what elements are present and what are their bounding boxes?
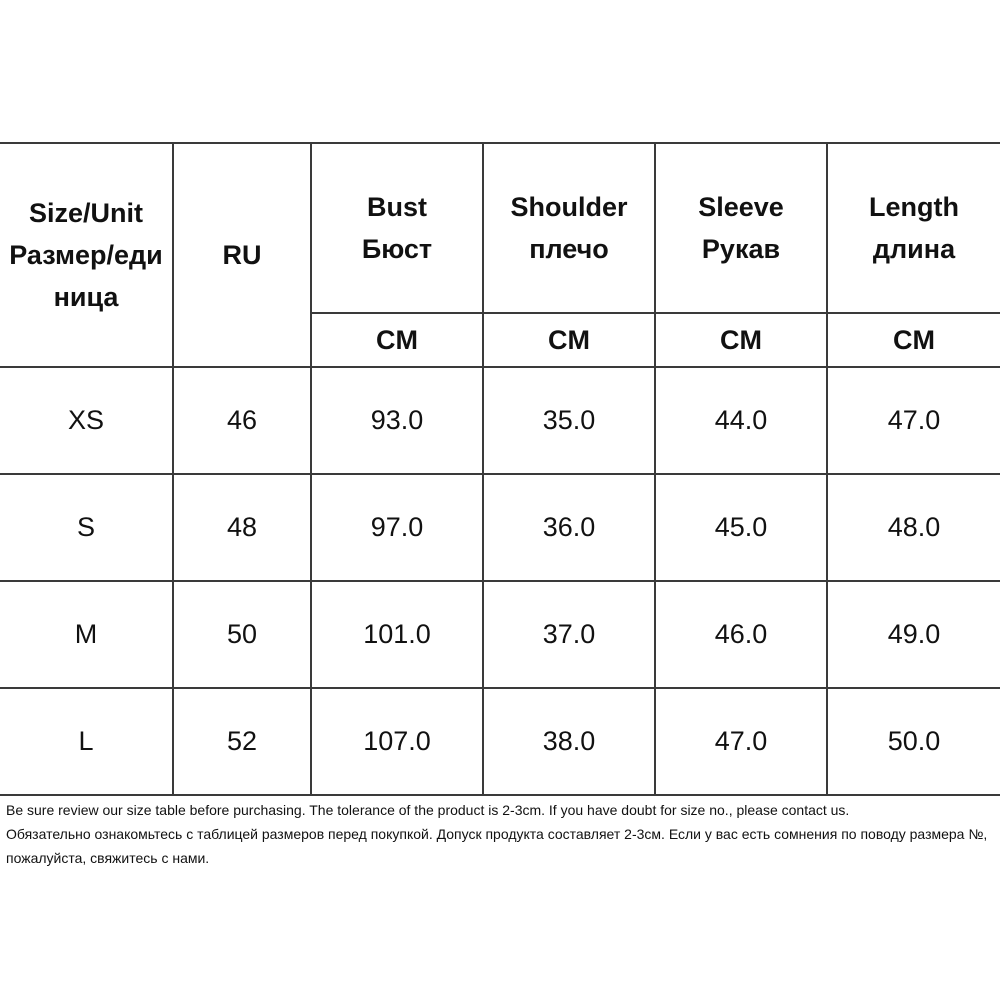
- cell-ru: 52: [173, 688, 311, 795]
- header-bust: [311, 143, 483, 313]
- cell-sleeve: 44.0: [655, 367, 827, 474]
- header-length-en: Length: [869, 192, 959, 222]
- header-size-unit-ru-1: Размер/еди: [9, 240, 163, 270]
- header-bust-en: Bust: [367, 192, 427, 222]
- header-row: [0, 143, 1000, 313]
- cell-bust: 101.0: [311, 581, 483, 688]
- cell-shoulder: 37.0: [483, 581, 655, 688]
- cell-length: 49.0: [827, 581, 1000, 688]
- size-table: [0, 142, 1000, 796]
- cell-length: 50.0: [827, 688, 1000, 795]
- header-shoulder: [483, 143, 655, 313]
- cell-sleeve: 46.0: [655, 581, 827, 688]
- unit-bust: CM: [311, 313, 483, 367]
- header-sleeve-en: Sleeve: [698, 192, 784, 222]
- cell-length: 48.0: [827, 474, 1000, 581]
- cell-bust: 93.0: [311, 367, 483, 474]
- header-sleeve-ru: Рукав: [701, 234, 781, 264]
- header-bust-ru: Бюст: [361, 234, 433, 264]
- header-size-unit-ru-2: ница: [53, 282, 119, 312]
- header-shoulder-en: Shoulder: [510, 192, 628, 222]
- table-row: [0, 474, 1000, 581]
- cell-sleeve: 47.0: [655, 688, 827, 795]
- cell-size: L: [0, 688, 173, 795]
- cell-length: 47.0: [827, 367, 1000, 474]
- table-row: [0, 367, 1000, 474]
- header-sleeve: [655, 143, 827, 313]
- cell-ru: 46: [173, 367, 311, 474]
- cell-ru: 48: [173, 474, 311, 581]
- header-length-ru: длина: [872, 234, 956, 264]
- cell-shoulder: 35.0: [483, 367, 655, 474]
- cell-bust: 97.0: [311, 474, 483, 581]
- header-length: [827, 143, 1000, 313]
- unit-sleeve: CM: [655, 313, 827, 367]
- note-russian: Обязательно ознакомьтесь с таблицей размеров перед покупкой. Допуск продукта составляет 2-3см. Если у вас есть сомнения по поводу размера №, пожалуйста, свяжитесь с нами.: [6, 826, 988, 866]
- table-row: [0, 688, 1000, 795]
- note-english: Be sure review our size table before purchasing. The tolerance of the product is 2-3cm. If you have doubt for size no., please contact us.: [6, 802, 850, 818]
- cell-bust: 107.0: [311, 688, 483, 795]
- cell-size: XS: [0, 367, 173, 474]
- cell-shoulder: 36.0: [483, 474, 655, 581]
- header-ru: RU: [173, 143, 311, 367]
- header-size-unit: [0, 143, 173, 367]
- unit-shoulder: CM: [483, 313, 655, 367]
- unit-length: CM: [827, 313, 1000, 367]
- header-shoulder-ru: плечо: [529, 234, 609, 264]
- cell-shoulder: 38.0: [483, 688, 655, 795]
- cell-size: M: [0, 581, 173, 688]
- table-row: [0, 581, 1000, 688]
- cell-sleeve: 45.0: [655, 474, 827, 581]
- cell-ru: 50: [173, 581, 311, 688]
- header-size-unit-en: Size/Unit: [28, 198, 143, 228]
- cell-size: S: [0, 474, 173, 581]
- size-notes: [6, 798, 996, 870]
